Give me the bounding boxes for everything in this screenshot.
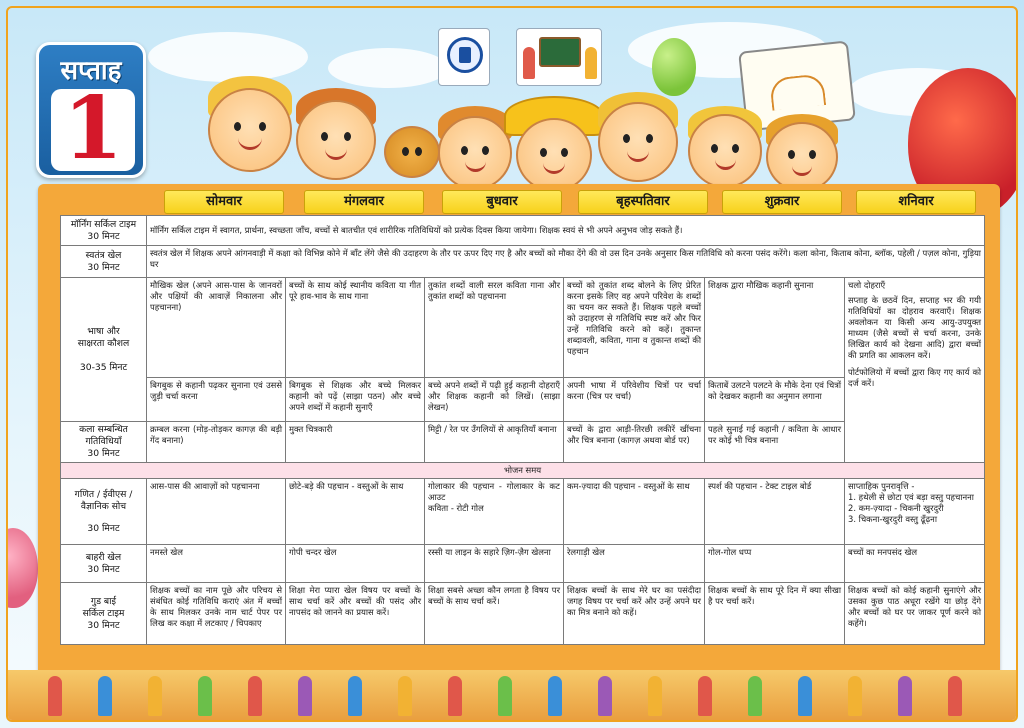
child-figure-icon: [598, 676, 612, 716]
row-label-duration: 30 मिनट: [87, 619, 120, 631]
revision-item: 3. चिकना-खुरदुरी वस्तु ढूँढ़ना: [848, 514, 937, 524]
outdoor-cell-tuesday: गोपी चन्दर खेल: [286, 545, 425, 583]
outdoor-cell-monday: नमस्ते खेल: [147, 545, 286, 583]
row-label-duration: 30 मिनट: [87, 261, 120, 273]
goodbye-cell-thursday: शिक्षक बच्चों के साथ मेरे घर का पसंदीदा जगह विषय पर चर्चा करें और उन्हें अपने घर का मित्र बनाने को कहें।: [564, 583, 705, 645]
goodbye-cell-wednesday: शिक्षा सबसे अच्छा कौन लगता है विषय पर बच्चों के साथ चर्चा करें।: [425, 583, 564, 645]
child-figure-icon: [898, 676, 912, 716]
language-cell-monday-2: बिगबुक से कहानी पढ़कर सुनाना एवं उससे जुड़ी चर्चा करना: [147, 378, 286, 422]
art-cell-monday: क्रम्बल करना (मोड़-तोड़कर कागज़ की बड़ी गेंद बनाना): [147, 422, 286, 463]
teddy-bear-icon: [384, 126, 440, 178]
row-label-morning-circle: [61, 216, 147, 246]
child-figure-icon: [198, 676, 212, 716]
revision-item: 2. कम-ज़्यादा - चिकनी खुरदुरी: [848, 503, 944, 513]
child-figure-icon: [148, 676, 162, 716]
row-label-duration: 30 मिनट: [87, 448, 120, 459]
day-header-friday: शुक्रवार: [722, 190, 842, 214]
day-header-saturday: शनिवार: [856, 190, 976, 214]
child-face-icon: [438, 116, 512, 190]
child-figure-icon: [748, 676, 762, 716]
day-header-thursday: बृहस्पतिवार: [578, 190, 708, 214]
language-cell-thursday-2: अपनी भाषा में परिवेशीय चित्रों पर चर्चा करना (चित्र पर चर्चा): [564, 378, 705, 422]
outdoor-cell-wednesday: रस्सी या लाइन के सहारे ज़िग-ज़ैग खेलना: [425, 545, 564, 583]
schedule-table: [60, 215, 985, 645]
row-label-text: भाषा और: [87, 325, 120, 337]
child-figure-icon: [498, 676, 512, 716]
outdoor-cell-saturday: बच्चों का मनपसंद खेल: [845, 545, 985, 583]
goodbye-cell-saturday: शिक्षक बच्चों को कोई कहानी सुनाएंगे और उसका कुछ पाठ अधूरा रखेंगे या छोड़ देंगे और बच्चों को घर पर जाकर पूर्ण करने को कहेंगे।: [845, 583, 985, 645]
language-cell-thursday: बच्चों को तुकांत शब्द बोलने के लिए प्रेरित करना इसके लिए वह अपने परिवेश के शब्दों का चयन कर सकते हैं। शिक्षक पहले बच्चों को उदाहरण से गतिविधि स्पष्ट करें और फिर उन्हें गतिविधि करने को कहें। तुकान्त शब्दावली, कविता, गाना व तुकान्त शब्दों की पहचान: [564, 278, 705, 378]
row-label-free-play: [61, 246, 147, 278]
table-row: [61, 545, 985, 583]
table-row: [61, 463, 985, 479]
saturday-portfolio-text: पोर्टफोलियो में बच्चों द्वारा किए गए कार्य को दर्ज करें।: [848, 367, 982, 388]
day-headers: [38, 184, 1000, 214]
child-figure-icon: [48, 676, 62, 716]
math-cell-friday: स्पर्श की पहचान - टेक्ट टाइल बोर्ड: [705, 479, 845, 545]
poster-frame: [6, 6, 1018, 722]
row-label-math-evs: [61, 479, 147, 545]
weekly-schedule-board: [38, 184, 1000, 684]
child-figure-icon: [248, 676, 262, 716]
child-face-icon: [296, 100, 376, 180]
child-figure-icon: [98, 676, 112, 716]
row-label-goodbye-circle: [61, 583, 147, 645]
table-row: [61, 246, 985, 278]
language-cell-friday: शिक्षक द्वारा मौखिक कहानी सुनाना: [705, 278, 845, 378]
child-face-icon: [688, 114, 762, 188]
row-label-text: कला सम्बन्धित: [79, 424, 128, 435]
child-face-icon: [766, 122, 838, 192]
row-label-text: स्वतंत्र खेल: [85, 249, 122, 261]
math-cell-saturday: [845, 479, 985, 545]
row-label-duration: 30-35 मिनट: [79, 361, 128, 373]
row-label-language-literacy: [61, 278, 147, 422]
child-figure-icon: [398, 676, 412, 716]
row-label-text: गणित / ईवीएस /: [74, 488, 133, 500]
outdoor-cell-friday: गोल-गोल धप्प: [705, 545, 845, 583]
child-figure-icon: [548, 676, 562, 716]
child-face-icon: [208, 88, 292, 172]
table-row: [61, 583, 985, 645]
art-cell-wednesday: मिट्टी / रेत पर उँगलियों से आकृतियाँ बनाना: [425, 422, 564, 463]
language-cell-tuesday: बच्चों के साथ कोई स्थानीय कविता या गीत पूरे हाव-भाव के साथ गाना: [286, 278, 425, 378]
row-label-text: बाहरी खेल: [85, 551, 122, 563]
row-label-text: वैज्ञानिक सोच: [80, 500, 127, 512]
row-label-text: मॉर्निंग सर्किल टाइम: [70, 218, 137, 230]
day-header-monday: सोमवार: [164, 190, 284, 214]
child-figure-icon: [448, 676, 462, 716]
child-figure-icon: [698, 676, 712, 716]
day-header-wednesday: बुधवार: [442, 190, 562, 214]
language-cell-monday: मौखिक खेल (अपने आस-पास के जानवरों और पक्षियों की आवाज़ें निकालना और पहचानना): [147, 278, 286, 378]
math-cell-wednesday: [425, 479, 564, 545]
child-figure-icon: [848, 676, 862, 716]
blackboard-icon: [539, 37, 581, 67]
math-cell-text: गोलाकार की पहचान - गोलाकार के कट आउट: [428, 481, 560, 502]
week-number: 1: [63, 78, 123, 179]
week-badge: [36, 42, 146, 178]
child-figure-icon: [298, 676, 312, 716]
week-number-box: [51, 78, 135, 179]
meal-time-row: भोजन समय: [61, 463, 985, 479]
child-figure-icon: [348, 676, 362, 716]
language-cell-wednesday-2: बच्चे अपने शब्दों में पढ़ी हुई कहानी दोहराएँ और शिक्षक कहानी को लिखें। (साझा लेखन): [425, 378, 564, 422]
art-cell-thursday: बच्चों के द्वारा आड़ी-तिरछी लकीरें खींचना और चित्र बनाना (कागज़ अथवा बोर्ड पर): [564, 422, 705, 463]
pink-balloon-icon: [6, 528, 38, 608]
row-label-art: [61, 422, 147, 463]
math-cell-poem: कविता - रोटी गोल: [428, 503, 484, 513]
goodbye-cell-tuesday: शिक्षा मेरा प्यारा खेल विषय पर बच्चों के साथ चर्चा करें और बच्चों की पसंद और नापसंद को जानने का प्रयास करें।: [286, 583, 425, 645]
free-play-cell: स्वतंत्र खेल में शिक्षक अपने आंगनवाड़ी में कक्षा को विभिन्न कोने में बाँट लेंगे जैसे की उदाहरण के तौर पर ऊपर दिए गए है और बच्चों को मौका देंगे की वो उस दिन उनके अनुसार किस गतिविधि को करना पसंद करेंगे। कला कोना, किताब कोना, ब्लॉक, पहेली / पज़ल कोना, गुड़िया घर: [147, 246, 985, 278]
art-cell-friday: पहले सुनाई गई कहानी / कविता के आधार पर कोई भी चित्र बनाना: [705, 422, 845, 463]
art-cell-tuesday: मुक्त चित्रकारी: [286, 422, 425, 463]
language-cell-friday-2: किताबें उलटने पलटने के मौके देना एवं चित्रों को देखकर कहानी का अनुमान लगाना: [705, 378, 845, 422]
week-label: सप्ताह: [60, 56, 122, 86]
saturday-review-title: चलो दोहराएँ: [848, 280, 886, 290]
weekly-revision-title: साप्ताहिक पुनरावृत्ति -: [848, 481, 915, 491]
child-figure-icon: [648, 676, 662, 716]
row-label-text: गतिविधियाँ: [85, 436, 122, 447]
row-label-text: साक्षरता कौशल: [77, 337, 130, 349]
saturday-review-text: सप्ताह के छठवें दिन, सप्ताह भर की गयी गतिविधियों का दोहराव करवाएँ। शिक्षक अवलोकन या किसी अन्य आयु-उपयुक्त माध्यम (जैसे बच्चों से चर्चा करना, उनके लिखित कार्य को देखना आदि) द्वारा बच्चों की प्रगति का आकलन करें।: [848, 295, 982, 360]
table-row: [61, 278, 985, 378]
row-label-text: गुड बाई: [90, 595, 117, 607]
math-cell-tuesday: छोटे-बड़े की पहचान - वस्तुओं के साथ: [286, 479, 425, 545]
table-row: [61, 479, 985, 545]
math-cell-thursday: कम-ज़्यादा की पहचान - वस्तुओं के साथ: [564, 479, 705, 545]
language-cell-wednesday: तुकांत शब्दों वाली सरल कविता गाना और तुकांत शब्दों को पहचानना: [425, 278, 564, 378]
child-figure-icon: [948, 676, 962, 716]
goodbye-cell-friday: शिक्षक बच्चों के साथ पूरे दिन में क्या सीखा है पर चर्चा करें।: [705, 583, 845, 645]
row-label-duration: 30 मिनट: [87, 563, 120, 575]
child-face-icon: [516, 118, 592, 192]
row-label-outdoor: [61, 545, 147, 583]
math-cell-monday: आस-पास की आवाज़ों को पहचानना: [147, 479, 286, 545]
children-illustration: [168, 68, 868, 192]
day-header-tuesday: मंगलवार: [304, 190, 424, 214]
table-row: [61, 216, 985, 246]
language-cell-saturday: [845, 278, 985, 463]
row-label-duration: 30 मिनट: [87, 230, 120, 242]
outdoor-cell-thursday: रेलगाड़ी खेल: [564, 545, 705, 583]
row-label-text: सर्किल टाइम: [82, 607, 125, 619]
morning-circle-cell: मॉर्निंग सर्किल टाइम में स्वागत, प्रार्थना, स्वच्छता जाँच, बच्चों से बातचीत एवं शारीरिक गतिविधियों को प्रत्येक दिवस किया जायेगा। शिक्षक स्वयं से भी अपने अनुभव जोड़ सकते हैं।: [147, 216, 985, 246]
child-figure-icon: [798, 676, 812, 716]
goodbye-cell-monday: शिक्षक बच्चों का नाम पूछे और परिचय से संबंधित कोई गतिविधि कराएं अंत में बच्चों के साथ मिलकर उनके नाम चार्ट पेपर पर लिख कर कक्षा में लटकाए / चिपकाए: [147, 583, 286, 645]
row-label-duration: 30 मिनट: [87, 522, 120, 534]
child-face-icon: [598, 102, 678, 182]
language-cell-tuesday-2: बिगबुक से शिक्षक और बच्चे मिलकर कहानी को पढ़ें (साझा पठन) और बच्चे अपने शब्दों में कहानी सुनाएँ: [286, 378, 425, 422]
revision-item: 1. हथेली से छोटा एवं बड़ा वस्तु पहचानना: [848, 492, 974, 502]
